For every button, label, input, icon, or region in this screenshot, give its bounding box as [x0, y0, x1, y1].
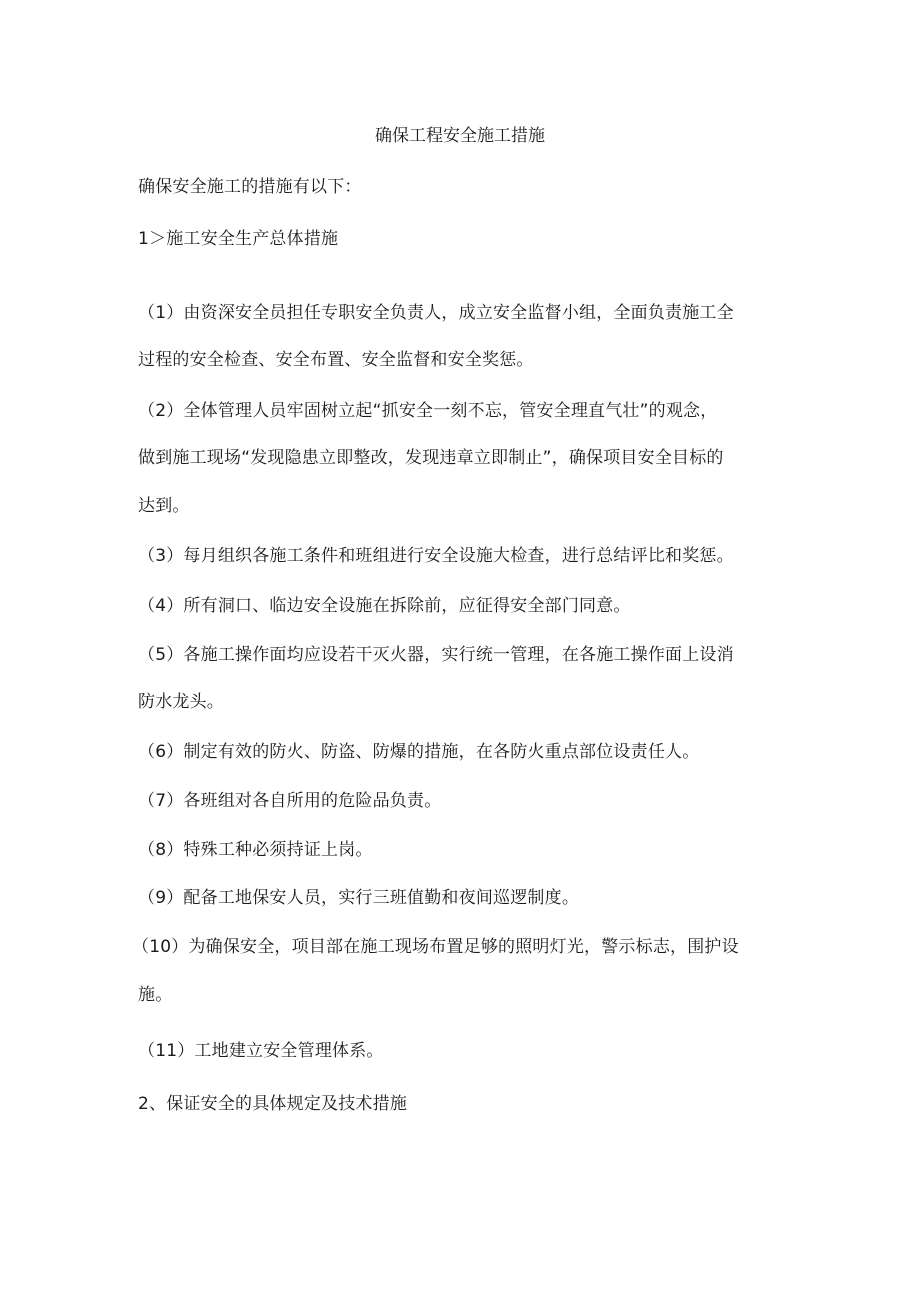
intro-paragraph: 确保安全施工的措施有以下：	[138, 177, 362, 197]
item-1-line-1: （1）由资深安全员担任专职安全负责人，成立安全监督小组，全面负责施工全	[138, 303, 734, 323]
item-2-line-2: 做到施工现场“发现隐患立即整改，发现违章立即制止”，确保项目安全目标的	[138, 448, 724, 468]
item-3-line-1: （3）每月组织各施工条件和班组进行安全设施大检查，进行总结评比和奖惩。	[138, 546, 734, 566]
item-11-line-1: （11）工地建立安全管理体系。	[138, 1041, 384, 1061]
item-1-line-2: 过程的安全检查、安全布置、安全监督和安全奖惩。	[138, 350, 534, 370]
item-5-line-1: （5）各施工操作面均应设若干灭火器，实行统一管理，在各施工操作面上设消	[138, 645, 734, 665]
section-1-heading: 1＞施工安全生产总体措施	[138, 229, 339, 249]
item-8-line-1: （8）特殊工种必须持证上岗。	[138, 840, 373, 860]
item-6-line-1: （6）制定有效的防火、防盗、防爆的措施，在各防火重点部位设责任人。	[138, 742, 700, 762]
item-4-line-1: （4）所有洞口、临边安全设施在拆除前，应征得安全部门同意。	[138, 596, 631, 616]
section-2-heading: 2、保证安全的具体规定及技术措施	[138, 1094, 408, 1114]
item-10-line-1: （10）为确保安全，项目部在施工现场布置足够的照明灯光，警示标志，围护设	[132, 937, 739, 957]
item-2-line-1: （2）全体管理人员牢固树立起“抓安全一刻不忘，管安全理直气壮”的观念，	[138, 401, 718, 421]
document-title: 确保工程安全施工措施	[375, 126, 545, 146]
item-5-line-2: 防水龙头。	[138, 692, 224, 712]
item-9-line-1: （9）配备工地保安人员，实行三班值勤和夜间巡逻制度。	[138, 888, 580, 908]
item-7-line-1: （7）各班组对各自所用的危险品负责。	[138, 791, 442, 811]
item-10-line-2: 施。	[138, 985, 173, 1005]
item-2-line-3: 达到。	[138, 496, 190, 516]
